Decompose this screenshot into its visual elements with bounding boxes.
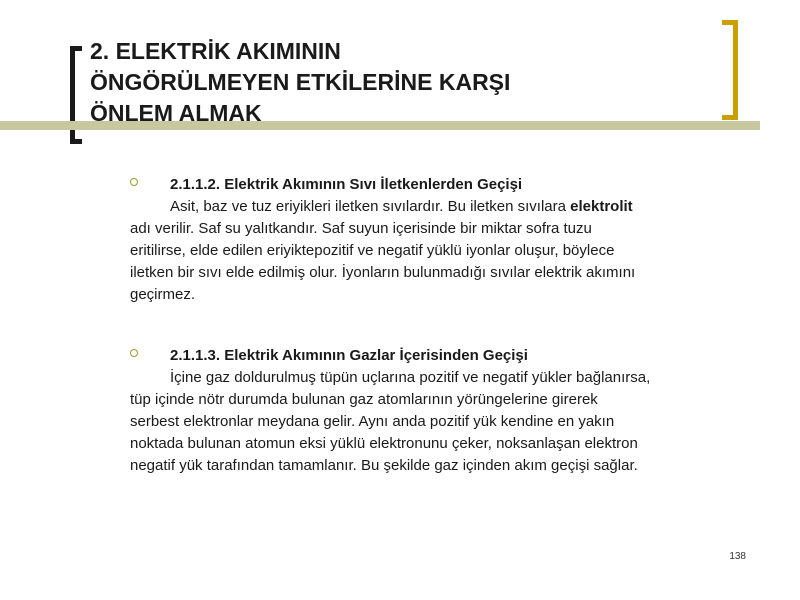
section-body — [130, 367, 745, 477]
body-line-2: tüp içinde nötr durumda bulunan gaz atomlarının yörüngelerine girerek — [130, 391, 598, 408]
body-line-4: iletken bir sıvı elde edilmiş olur. İyonların bulunmadığı sıvılar elektrik akımını — [130, 264, 636, 281]
body-line-1 — [130, 196, 745, 218]
bold-term-electrolyte: elektrolit — [570, 198, 633, 215]
body-line-5: geçirmez. — [130, 286, 196, 303]
bullet-circle-icon — [130, 349, 138, 357]
section-body — [130, 196, 745, 306]
section-gas-conductors — [130, 345, 745, 477]
section-heading: 2.1.1.2. Elektrik Akımının Sıvı İletkenlerden Geçişi — [170, 176, 523, 193]
right-bracket — [722, 20, 738, 120]
body-line-1: İçine gaz doldurulmuş tüpün uçlarına pozitif ve negatif yükler bağlanırsa, — [170, 369, 651, 386]
body-text: Asit, baz ve tuz eriyikleri iletken sıvılardır. Bu iletken sıvılara — [170, 198, 571, 215]
body-line-3: serbest elektronlar meydana gelir. Aynı anda pozitif yük kendine en yakın — [130, 413, 615, 430]
section-liquid-conductors — [130, 174, 745, 306]
title-line-1: 2. ELEKTRİK AKIMININ — [90, 38, 341, 64]
slide-title — [90, 36, 710, 129]
body-line-2: adı verilir. Saf su yalıtkandır. Saf suyun içerisinde bir miktar sofra tuzu — [130, 220, 592, 237]
title-line-2: ÖNGÖRÜLMEYEN ETKİLERİNE KARŞI — [90, 69, 511, 95]
body-line-5: negatif yük tarafından tamamlanır. Bu şekilde gaz içinden akım geçişi sağlar. — [130, 457, 638, 474]
section-heading: 2.1.1.3. Elektrik Akımının Gazlar İçerisinden Geçişi — [170, 347, 528, 364]
body-line-4: noktada bulunan atomun eksi yüklü elektronunu çeker, noksanlaşan elektron — [130, 435, 638, 452]
title-line-3: ÖNLEM ALMAK — [90, 100, 262, 126]
page-number: 138 — [729, 551, 746, 562]
body-line-3: eritilirse, elde edilen eriyiktepozitif ve negatif yüklü iyonlar oluşur, böylece — [130, 242, 615, 259]
bullet-circle-icon — [130, 178, 138, 186]
